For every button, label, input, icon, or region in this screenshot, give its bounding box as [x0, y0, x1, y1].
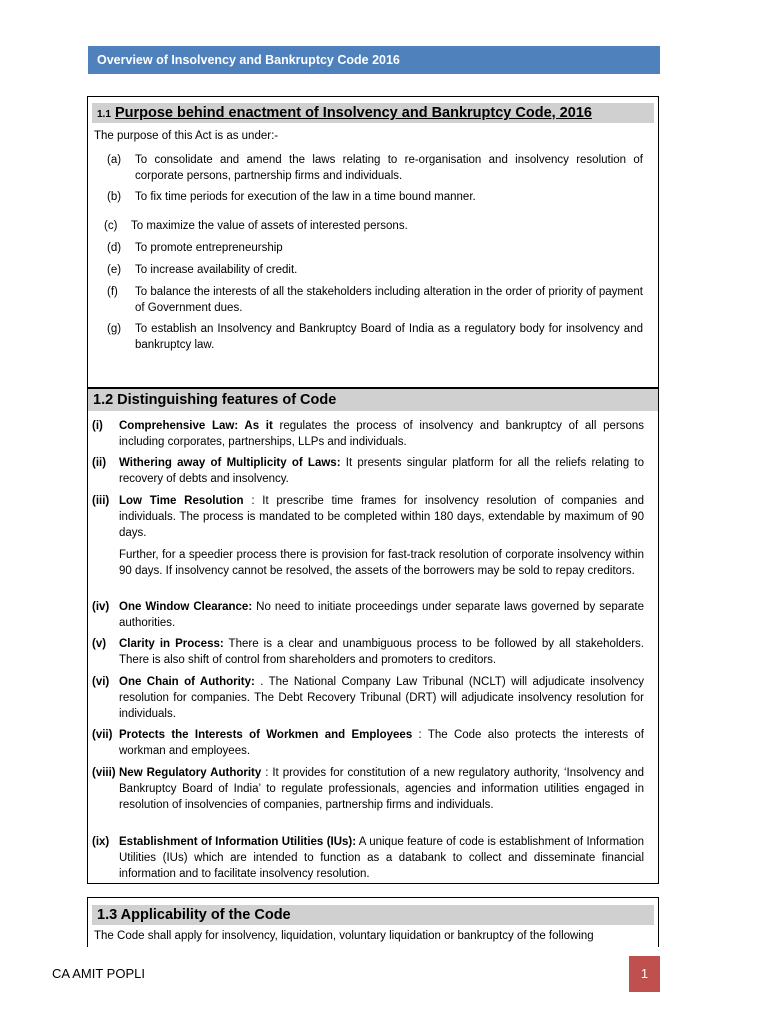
feature-number: (viii)	[92, 767, 116, 779]
feature-heading: Establishment of Information Utilities (IUs):	[119, 836, 357, 848]
section-purpose	[87, 96, 659, 388]
list-label: (f)	[107, 286, 118, 298]
feature-heading: Comprehensive Law: As it	[119, 420, 273, 432]
feature-heading: Low Time Resolution	[119, 495, 244, 507]
list-text: To balance the interests of all the stakeholders including alteration in the order of priority of payment of Government dues.	[135, 286, 643, 314]
section-purpose-heading	[92, 103, 654, 123]
section-title: Purpose behind enactment of Insolvency and Bankruptcy Code, 2016	[114, 105, 592, 121]
list-label: (g)	[107, 323, 122, 335]
section-number: 1.1	[97, 109, 111, 120]
feature-text: There is a clear and unambiguous process to be followed by all stakeholders. There is also shift of control from shareholders and promoters to creditors.	[119, 638, 644, 666]
section-features-heading: 1.2 Distinguishing features of Code	[88, 389, 658, 411]
list-label: (a)	[107, 154, 122, 166]
feature-number: (iv)	[92, 601, 110, 613]
feature-number: (iii)	[92, 495, 110, 507]
feature-item	[92, 637, 644, 669]
feature-heading: One Window Clearance:	[119, 601, 253, 613]
list-text: To increase availability of credit.	[135, 264, 298, 276]
feature-item	[92, 675, 644, 722]
feature-number: (v)	[92, 638, 107, 650]
feature-number: (ii)	[92, 457, 107, 469]
section-features	[87, 388, 659, 884]
feature-text: : It prescribe time frames for insolvency resolution of companies and individuals. The process is mandated to be completed within 180 days, extendable by maximum of 90 days.	[119, 495, 644, 539]
purpose-intro: The purpose of this Act is as under:-	[94, 130, 279, 142]
applicability-text: The Code shall apply for insolvency, liquidation, voluntary liquidation or bankruptcy of the following	[94, 930, 594, 942]
feature-heading: One Chain of Authority:	[119, 676, 255, 688]
feature-heading: New Regulatory Authority	[119, 767, 262, 779]
feature-text: regulates the process of insolvency and bankruptcy of all persons including corporates, partnerships, LLPs and individuals.	[119, 420, 645, 448]
feature-text: : It provides for constitution of a new regulatory authority, ‘Insolvency and Bankruptcy Board of India’ to regulate professionals, agencies and information utilities engaged in resolution of insolvencies of companies, partnership firms and individuals.	[119, 767, 645, 811]
footer-author: CA AMIT POPLI	[52, 966, 145, 981]
feature-item	[92, 456, 644, 488]
list-label: (e)	[107, 264, 122, 276]
feature-item	[92, 494, 644, 541]
feature-item	[92, 600, 644, 632]
document-banner: Overview of Insolvency and Bankruptcy Code 2016	[88, 46, 660, 74]
feature-item	[92, 766, 644, 813]
section-applicability-heading: 1.3 Applicability of the Code	[92, 905, 654, 925]
list-label: (d)	[107, 242, 122, 254]
feature-text: No need to initiate proceedings under separate laws governed by separate authorities.	[119, 601, 644, 629]
page-number: 1	[629, 956, 660, 992]
feature-number: (vi)	[92, 676, 110, 688]
list-label: (c)	[104, 220, 118, 232]
feature-heading: Clarity in Process:	[119, 638, 224, 650]
feature-heading: Withering away of Multiplicity of Laws:	[119, 457, 341, 469]
list-label: (b)	[107, 191, 122, 203]
list-text: To promote entrepreneurship	[135, 242, 283, 254]
list-text: To fix time periods for execution of the law in a time bound manner.	[135, 191, 476, 203]
feature-text: A unique feature of code is establishment of Information Utilities (IUs) which are intended to function as a databank to collect and disseminate financial information and to facilitate insolvency resolution.	[119, 836, 644, 880]
section-applicability	[87, 897, 659, 947]
list-text: To consolidate and amend the laws relating to re-organisation and insolvency resolution of corporate persons, partnership firms and individuals.	[135, 154, 643, 182]
feature-item	[92, 728, 644, 760]
feature-paragraph: Further, for a speedier process there is provision for fast-track resolution of corporate insolvency within 90 days. If insolvency cannot be resolved, the assets of the borrowers may be sold to repay creditors.	[119, 549, 644, 577]
feature-number: (ix)	[92, 836, 110, 848]
feature-number: (i)	[92, 420, 103, 432]
feature-text: It presents singular platform for all the reliefs relating to recovery of debts and insolvency.	[119, 457, 644, 485]
feature-text: : The Code also protects the interests of workman and employees.	[119, 729, 644, 757]
list-text: To establish an Insolvency and Bankruptcy Board of India as a regulatory body for insolvency and bankruptcy law.	[135, 323, 643, 351]
list-text: To maximize the value of assets of interested persons.	[131, 220, 408, 232]
feature-item	[92, 835, 644, 882]
feature-heading: Protects the Interests of Workmen and Employees	[119, 729, 413, 741]
feature-number: (vii)	[92, 729, 113, 741]
feature-item	[92, 419, 644, 451]
feature-text: . The National Company Law Tribunal (NCLT) will adjudicate insolvency resolution for companies. The Debt Recovery Tribunal (DRT) will adjudicate insolvency resolution for individuals.	[119, 676, 644, 720]
